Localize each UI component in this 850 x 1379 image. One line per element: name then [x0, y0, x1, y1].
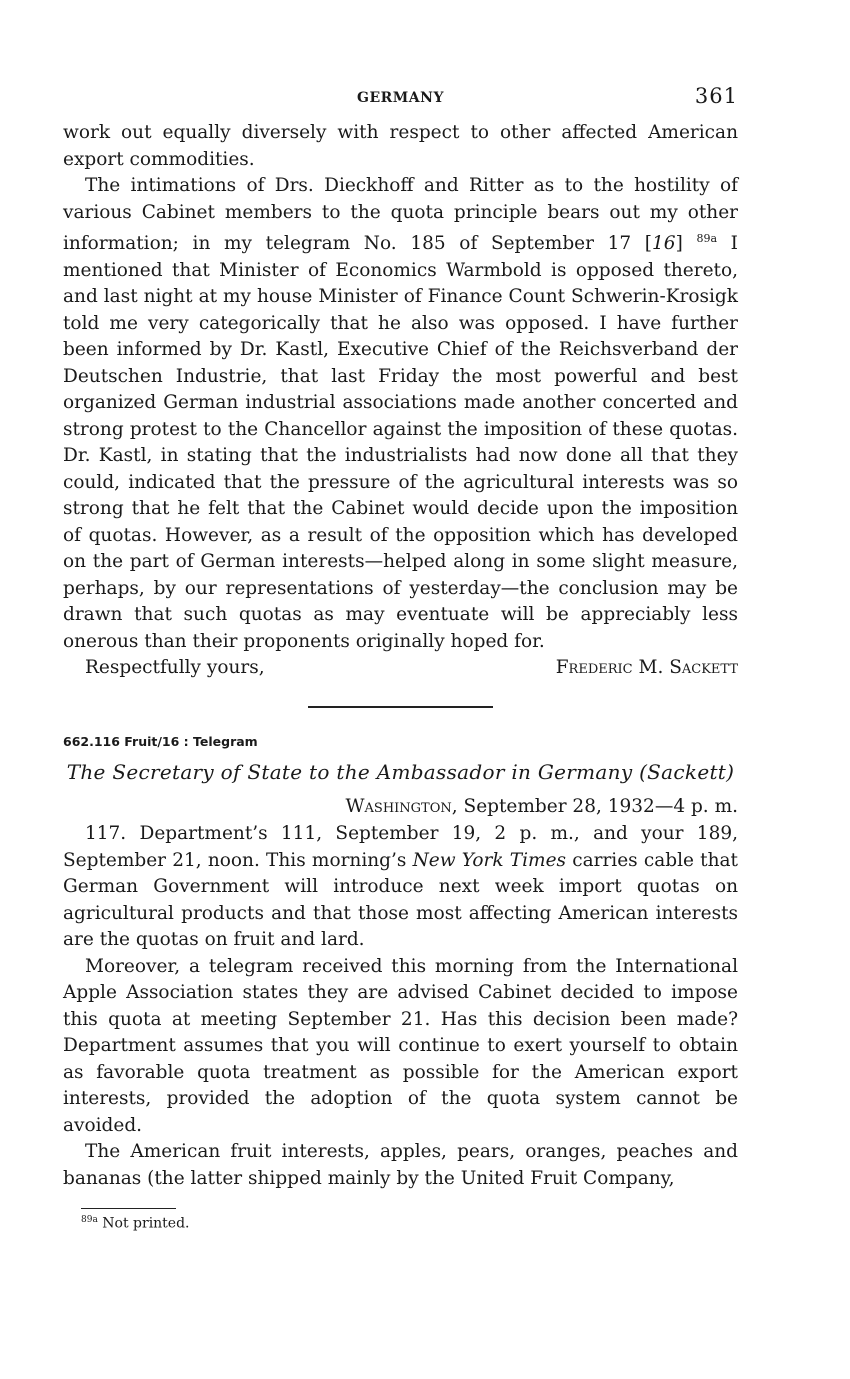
paragraph-text: I mentioned that Minister of Economics Warmbold is opposed thereto, and last night at my house Minister of Finance Count Schwerin-Krosigk told me very categorically that he also was opposed. I have further been informed by Dr. Kastl, Executive Chief of the Reichsverband der Deutschen Industrie, that last Friday the most powerful and best organized German industrial associations made another concerted and strong protest to the Chancellor against the imposition of these quotas. Dr. Kastl, in stating that the industrialists had now done all that they could, indicated that the pressure of the agricultural interests was so strong that he felt that the Cabinet would decide upon the imposition of quotas. However, as a result of the opposition which has developed on the part of German interests—helped along in some slight measure, perhaps, by our representations of yesterday—the conclusion may be drawn that such quotas as may eventuate will be appreciably less onerous than their proponents originally hoped for. [63, 233, 738, 652]
bracket-close: ] [675, 233, 683, 255]
document-page [63, 80, 738, 1232]
paragraph: Moreover, a telegram received this morning from the International Apple Association states they are advised Cabinet decided to impose this quota at meeting September 21. Has this decision been made? Department assumes that you will continue to exert yourself to obtain as favorable quota treatment as possible for the American export interests, provided the adoption of the quota system cannot be avoided. [63, 955, 738, 1136]
signature: Frederic M. Sackett [555, 657, 738, 679]
paragraph-text: carries cable that German Government will introduce next week import quotas on agricultural products and that those most affecting American interests are the quotas on fruit and lard. [63, 849, 738, 951]
dateline [63, 793, 738, 821]
footnote-mark: 89a [81, 1215, 98, 1226]
signoff [63, 655, 738, 682]
dateline-place: Washington [345, 796, 452, 818]
page-number: 361 [694, 84, 738, 108]
section-divider [308, 706, 493, 708]
file-reference: 662.116 Fruit/16 : Telegram [63, 734, 258, 750]
dateline-date: , September 28, 1932—4 p. m. [451, 796, 738, 818]
newspaper-title: New York Times [412, 849, 567, 871]
footnote [81, 1215, 738, 1232]
running-head [63, 80, 738, 120]
paragraph [63, 173, 738, 655]
footnote-divider [81, 1208, 176, 1209]
paragraph: The American fruit interests, apples, pears, oranges, peaches and bananas (the latter shipped mainly by the United Fruit Company, [63, 1141, 738, 1189]
paragraph: work out equally diversely with respect to other affected American export commodities. [63, 122, 738, 170]
paragraph [63, 821, 738, 954]
footnote-text: Not printed. [97, 1215, 190, 1232]
paragraph-text: The intimations of Drs. Dieckhoff and Ritter as to the hostility of various Cabinet members to the quota principle bears out my other information; in my telegram No. 185 of September 17 [ [63, 175, 738, 255]
closing: Respectfully yours, [85, 657, 265, 679]
document-heading: The Secretary of State to the Ambassador in Germany (Sackett) [66, 760, 735, 785]
footnote-reference: 89a [696, 232, 718, 245]
italic-reference: 16 [652, 233, 676, 255]
running-title: GERMANY [357, 90, 444, 106]
paragraph-text: 117. Department’s 111, September 19, 2 p. m., and your 189, September 21, noon. This morning’s [63, 823, 738, 871]
